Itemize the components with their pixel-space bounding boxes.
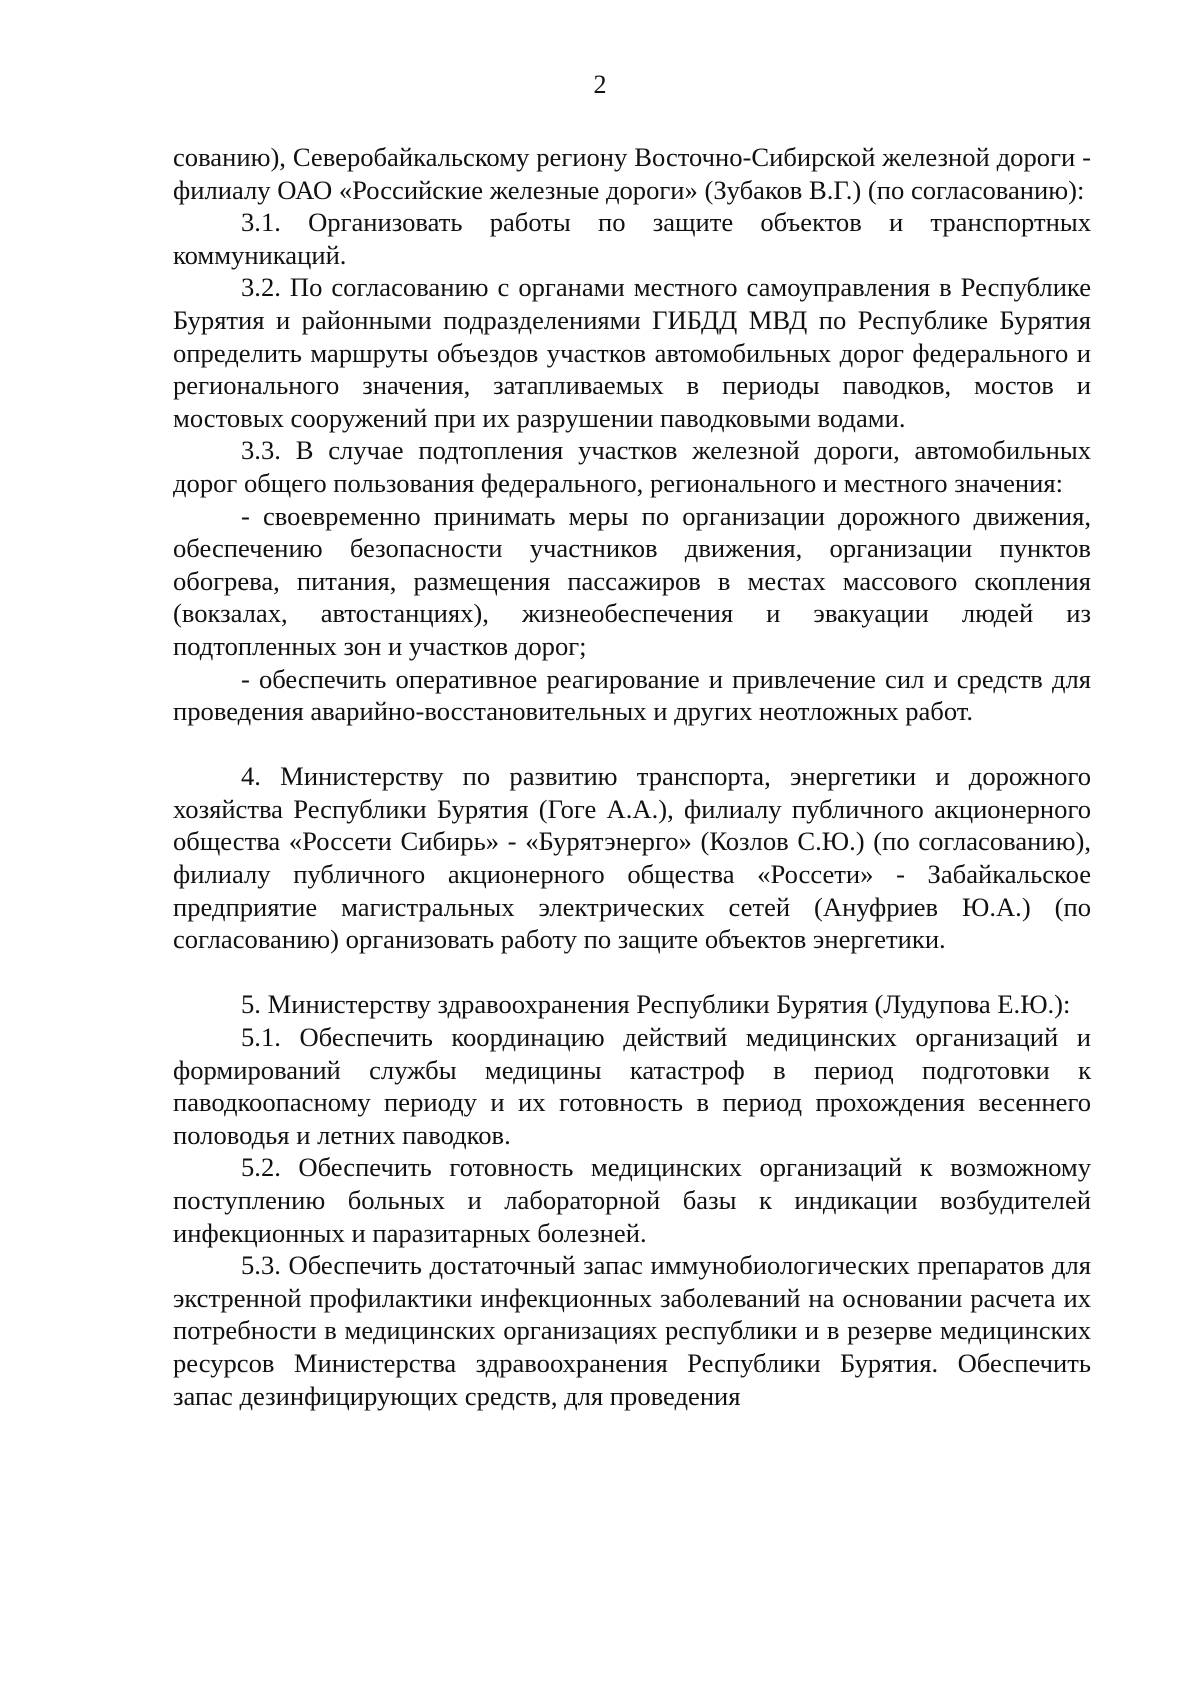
paragraph-5-2: 5.2. Обеспечить готовность медицинских организаций к возможному поступлению больных и лабораторной базы к индикации возбудителей инфекционных и паразитарных болезней. [173,1152,1091,1248]
paragraph-3-3: 3.3. В случае подтопления участков железной дороги, автомобильных дорог общего пользования федерального, регионального и местного значения: [173,435,1091,498]
paragraph-3-3-item-1: - своевременно принимать меры по организации дорожного движения, обеспечению безопасности участников движения, организации пунктов обогрева, питания, размещения пассажиров в местах массового скопления (вокзалах, автостанциях), жизнеобеспечения и эвакуации людей из подтопленных зон и участков дорог; [173,500,1091,661]
paragraph-5-1: 5.1. Обеспечить координацию действий медицинских организаций и формирований службы медицины катастроф в период подготовки к паводкоопасному периоду и их готовность в период прохождения весеннего половодья и летних паводков. [173,1022,1091,1150]
paragraph-continuation: сованию), Северобайкальскому региону Восточно-Сибирской железной дороги - филиалу ОАО «Российские железные дороги» (Зубаков В.Г.) (по согласованию): [173,142,1091,205]
paragraph-gap [173,728,1091,761]
paragraph-3-1: 3.1. Организовать работы по защите объектов и транспортных коммуникаций. [173,207,1091,270]
paragraph-4: 4. Министерству по развитию транспорта, энергетики и дорожного хозяйства Республики Бурятия (Гоге А.А.), филиалу публичного акционерного общества «Россети Сибирь» - «Бурятэнерго» (Козлов С.Ю.) (по согласованию), филиалу публичного акционерного общества «Россети» - Забайкальское предприятие магистральных электрических сетей (Ануфриев Ю.А.) (по согласованию) организовать работу по защите объектов энергетики. [173,761,1091,955]
paragraph-3-2: 3.2. По согласованию с органами местного самоуправления в Республике Бурятия и районными подразделениями ГИБДД МВД по Республике Бурятия определить маршруты объездов участков автомобильных дорог федерального и регионального значения, затапливаемых в периоды паводков, мостов и мостовых сооружений при их разрушении паводковыми водами. [173,272,1091,433]
page-number: 2 [593,70,607,99]
paragraph-gap [173,956,1091,989]
paragraph-5-3: 5.3. Обеспечить достаточный запас иммунобиологических препаратов для экстренной профилактики инфекционных заболеваний на основании расчета их потребности в медицинских организациях республики и в резерве медицинских ресурсов Министерства здравоохранения Республики Бурятия. Обеспечить запас дезинфицирующих средств, для проведения [173,1250,1091,1411]
document-body [173,141,1091,1412]
paragraph-3-3-item-2: - обеспечить оперативное реагирование и привлечение сил и средств для проведения аварийно-восстановительных и других неотложных работ. [173,663,1091,727]
paragraph-5: 5. Министерству здравоохранения Республики Бурятия (Лудупова Е.Ю.): [241,989,1071,1020]
